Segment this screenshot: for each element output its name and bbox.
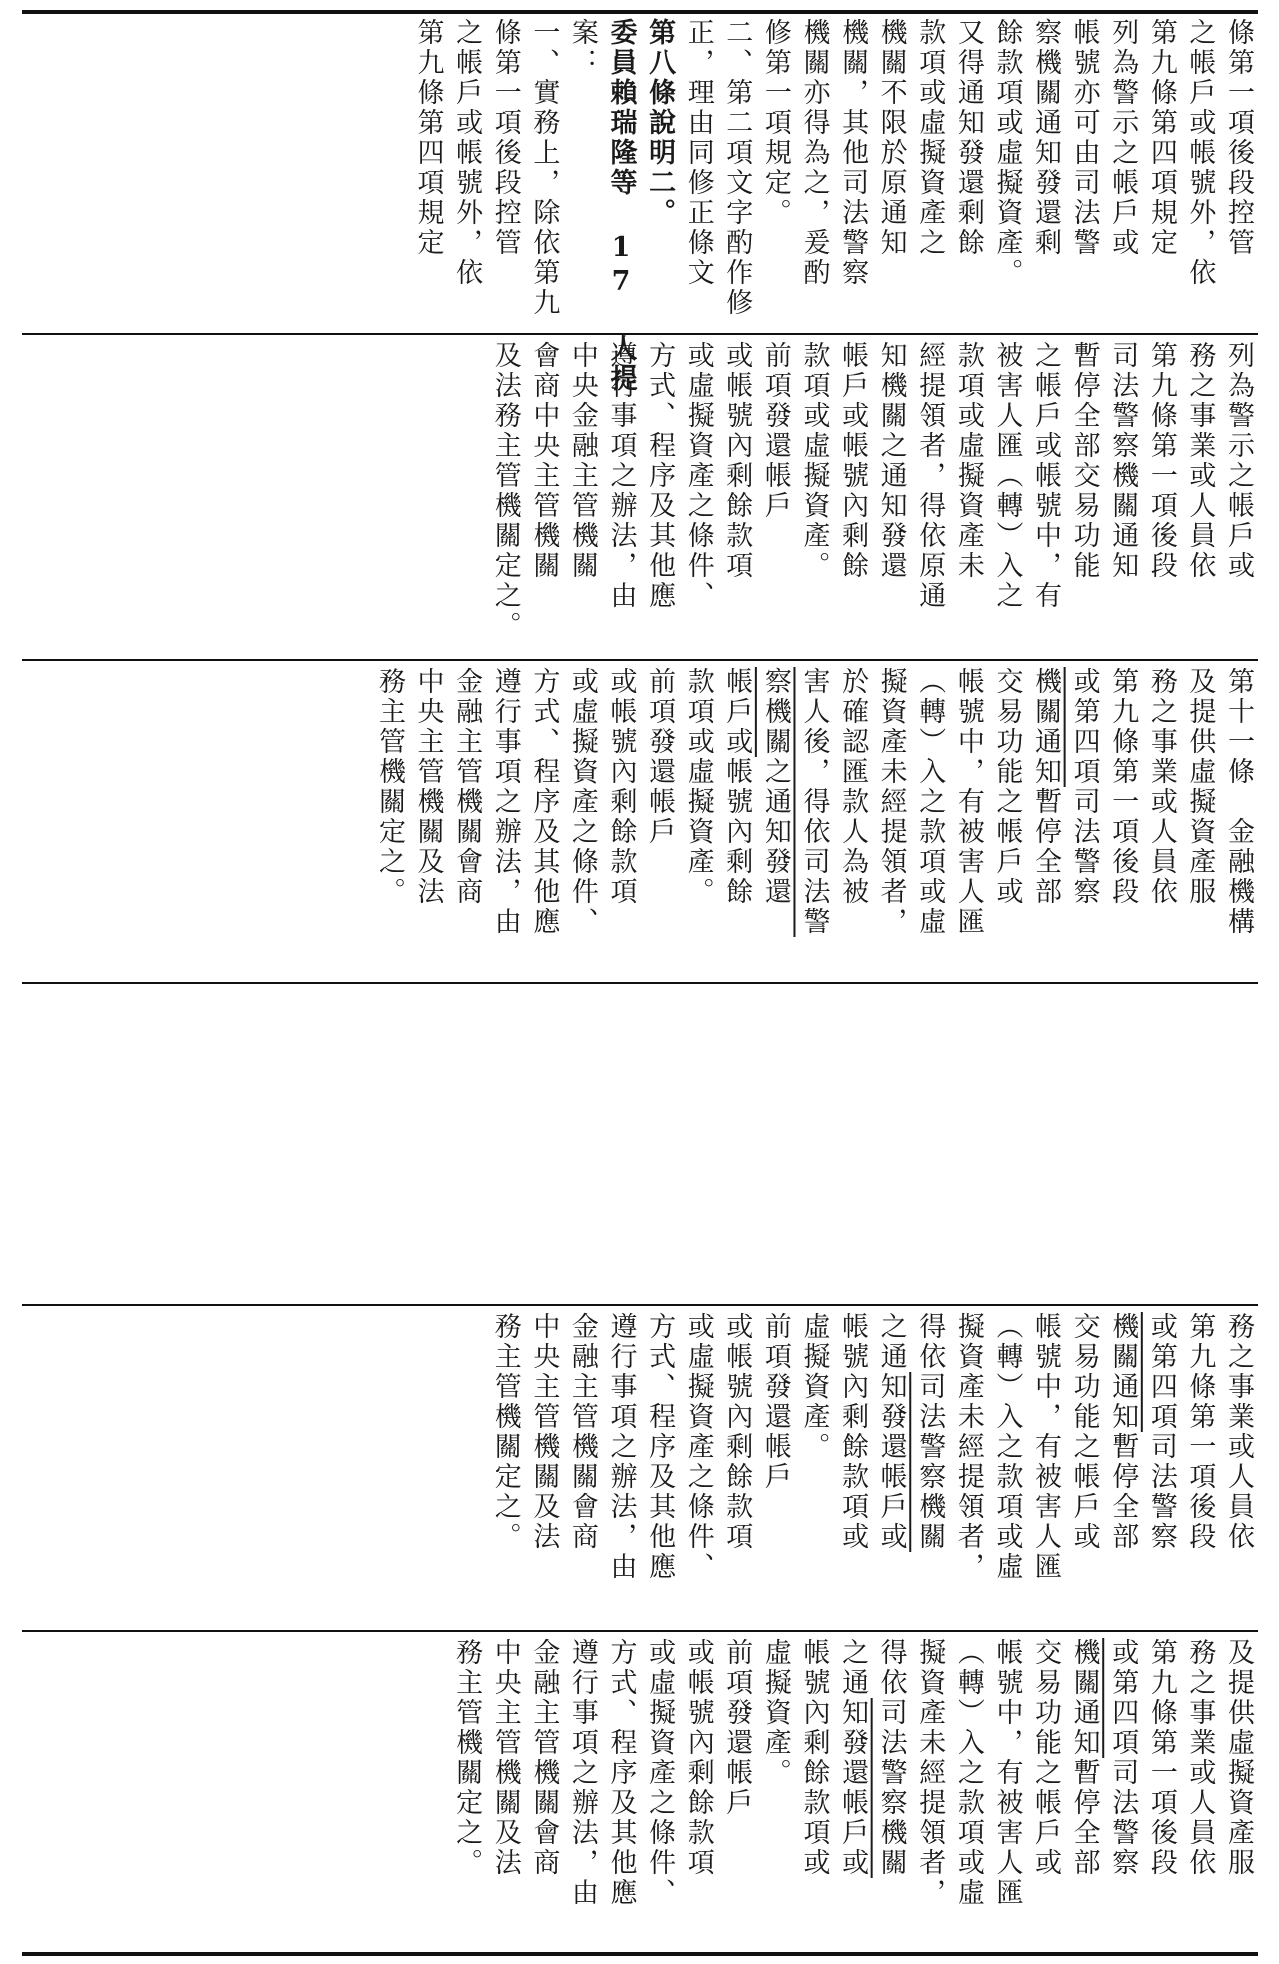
- article-heading: 第十一條 金融機構: [1223, 667, 1254, 937]
- top-border-rule: [22, 10, 1258, 14]
- row-divider: [22, 1304, 1258, 1306]
- cell-row-c-article-11: 第十一條 金融機構 及提供虛擬資產服 務之事業或人員依 第九條第一項後段 或第四項司法警察 機關通知暫停全部 交易功能之帳戶或 帳號中，有被害人匯 （轉）入之款項或虛 擬資產未經提領者， 於確認匯款人為被 害人後，得依司法警 察機關之通知發還 帳戶或帳號內剩餘 款項或虛擬資產。 前項發還帳戶 或帳號內剩餘款項 或虛擬資產之條件、 方式、程序及其他應 遵行事項之辦法，由 金融主管機關會商 中央主管機關及法 務主管機關定之。: [369, 667, 1257, 937]
- row-divider: [22, 1630, 1258, 1632]
- proposer-heading: 第八條說明二。: [644, 18, 676, 228]
- cell-row-f: 及提供虛擬資產服 務之事業或人員依 第九條第一項後段 或第四項司法警察 機關通知暫停全部 交易功能之帳戶或 帳號中，有被害人匯 （轉）入之款項或虛 擬資產未經提領者， 得依司法警察機關 之通知發還帳戶或 帳號內剩餘款項或 虛擬資產。 前項發還帳戶 或帳號內剩餘款項 或虛擬資產之條件、 方式、程序及其他應 遵行事項之辦法，由 金融主管機關會商 中央主管機關及法 務主管機關定之。: [451, 1638, 1254, 1908]
- row-divider: [22, 659, 1258, 661]
- row-divider: [22, 982, 1258, 984]
- cell-row-e: 務之事業或人員依 第九條第一項後段 或第四項司法警察 機關通知暫停全部 交易功能之帳戶或 帳號中，有被害人匯 （轉）入之款項或虛 擬資產未經提領者， 得依司法警察機關 之通知發還帳戶或 帳號內剩餘款項或 虛擬資產。 前項發還帳戶 或帳號內剩餘款項 或虛擬資產之條件、 方式、程序及其他應 遵行事項之辦法，由 金融主管機關會商 中央主管機關及法 務主管機關定之。: [489, 1312, 1254, 1582]
- cell-row-b: 列為警示之帳戶或 務之事業或人員依 第九條第一項後段 司法警察機關通知 暫停全部交易功能 之帳戶或帳號中，有 被害人匯（轉）入之 款項或虛擬資產未 經提領者，得依原通 知機關之通知發還 帳戶或帳號內剩餘 款項或虛擬資產。 前項發還帳戶 或帳號內剩餘款項 或虛擬資產之條件、 方式、程序及其他應 遵行事項之辦法，由 中央金融主管機關 會商中央主管機關 及法務主管機關定之。: [489, 341, 1254, 641]
- cell-row-a-proposal: 條第一項後段控管 之帳戶或帳號外，依 第九條第四項規定 列為警示之帳戶或 帳號亦可由司法警 察機關通知發還剩 餘款項或虛擬資產。 又得通知發還剩餘 款項或虛擬資產之 機關不限於原通知 機關，其他司法警察 機關亦得為之，爰酌 修第一項規定。 二、第二項文字酌作修 正，理由同修正條文 第八條說明二。 委員賴瑞隆等 17 人提 案： 一、實務上，除依第九 條第一項後段控管 之帳戶或帳號外，依 第九條第四項規定: [412, 18, 1254, 394]
- bottom-border-rule: [22, 1952, 1258, 1956]
